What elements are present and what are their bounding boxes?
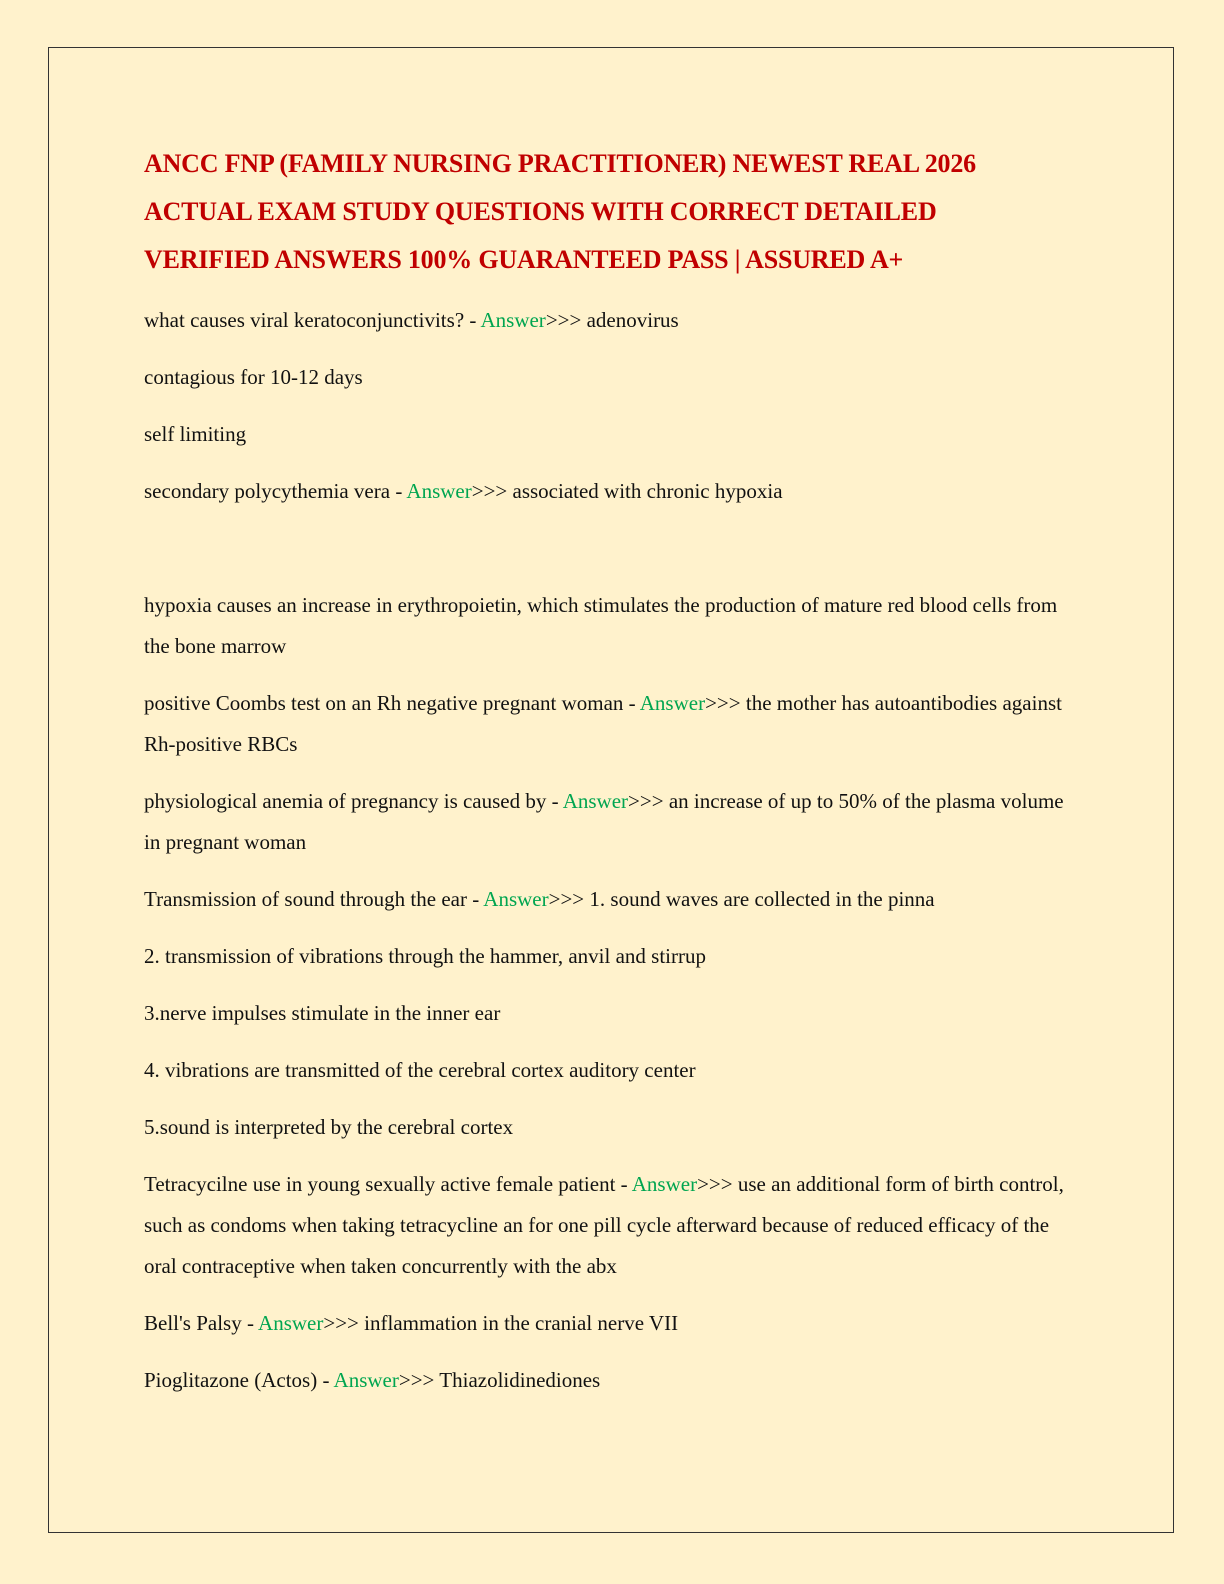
answer-text: >>> use an additional form of birth control, such as condoms when taking tetracycline an for one pill cycle afterward because of reduced efficacy of the oral contraceptive when taken concurrently with the abx [144, 1172, 1064, 1278]
answer-text: >>> the mother has autoantibodies against Rh-positive RBCs [144, 691, 1062, 756]
question-text: physiological anemia of pregnancy is caused by - [144, 789, 563, 813]
answer-text: >>> adenovirus [545, 308, 679, 332]
question-text: positive Coombs test on an Rh negative pregnant woman - [144, 691, 640, 715]
answer-label: Answer [639, 691, 706, 715]
text-item: 3.nerve impulses stimulate in the inner ear [144, 1001, 501, 1025]
qa-item [144, 1303, 1084, 1344]
question-text: what causes viral keratoconjunctivits? - [144, 308, 481, 332]
answer-label: Answer [480, 308, 546, 332]
answer-text: >>> associated with chronic hypoxia [471, 479, 783, 503]
qa-item [144, 471, 1084, 512]
qa-item [144, 300, 1084, 341]
qa-item [144, 1164, 1084, 1287]
question-text: Bell's Palsy - [144, 1311, 259, 1335]
question-text: Pioglitazone (Actos) - [144, 1368, 334, 1392]
answer-text: >>> inflammation in the cranial nerve VII [323, 1311, 679, 1335]
text-item: 5.sound is interpreted by the cerebral cortex [144, 1115, 514, 1139]
qa-item [144, 1360, 1084, 1401]
answer-label: Answer [333, 1368, 399, 1392]
qa-item [144, 781, 1084, 863]
answer-text: >>> Thiazolidinediones [398, 1368, 601, 1392]
answer-label: Answer [258, 1311, 324, 1335]
qa-item [144, 879, 1084, 920]
text-item: hypoxia causes an increase in erythropoietin, which stimulates the production of mature red blood cells from the bone marrow [144, 593, 1058, 658]
text-item: 2. transmission of vibrations through the hammer, anvil and stirrup [144, 944, 706, 968]
text-item: contagious for 10-12 days [144, 365, 363, 389]
answer-label: Answer [483, 887, 549, 911]
answer-label: Answer [631, 1172, 698, 1196]
answer-label: Answer [562, 789, 629, 813]
question-text: Transmission of sound through the ear - [144, 887, 484, 911]
text-item: self limiting [144, 422, 247, 446]
answer-text: >>> 1. sound waves are collected in the pinna [548, 887, 935, 911]
text-item: 4. vibrations are transmitted of the cerebral cortex auditory center [144, 1058, 696, 1082]
qa-item [144, 683, 1084, 765]
answer-text: >>> an increase of up to 50% of the plasma volume in pregnant woman [144, 789, 1064, 854]
answer-label: Answer [406, 479, 472, 503]
document-title: ANCC FNP (FAMILY NURSING PRACTITIONER) NEWEST REAL 2026 ACTUAL EXAM STUDY QUESTIONS WITH CORRECT DETAILED VERIFIED ANSWERS 100% GUARANTEED PASS | ASSURED A+ [144, 149, 976, 274]
document-body [144, 140, 1084, 1417]
question-text: secondary polycythemia vera - [144, 479, 407, 503]
question-text: Tetracycilne use in young sexually active female patient - [144, 1172, 632, 1196]
